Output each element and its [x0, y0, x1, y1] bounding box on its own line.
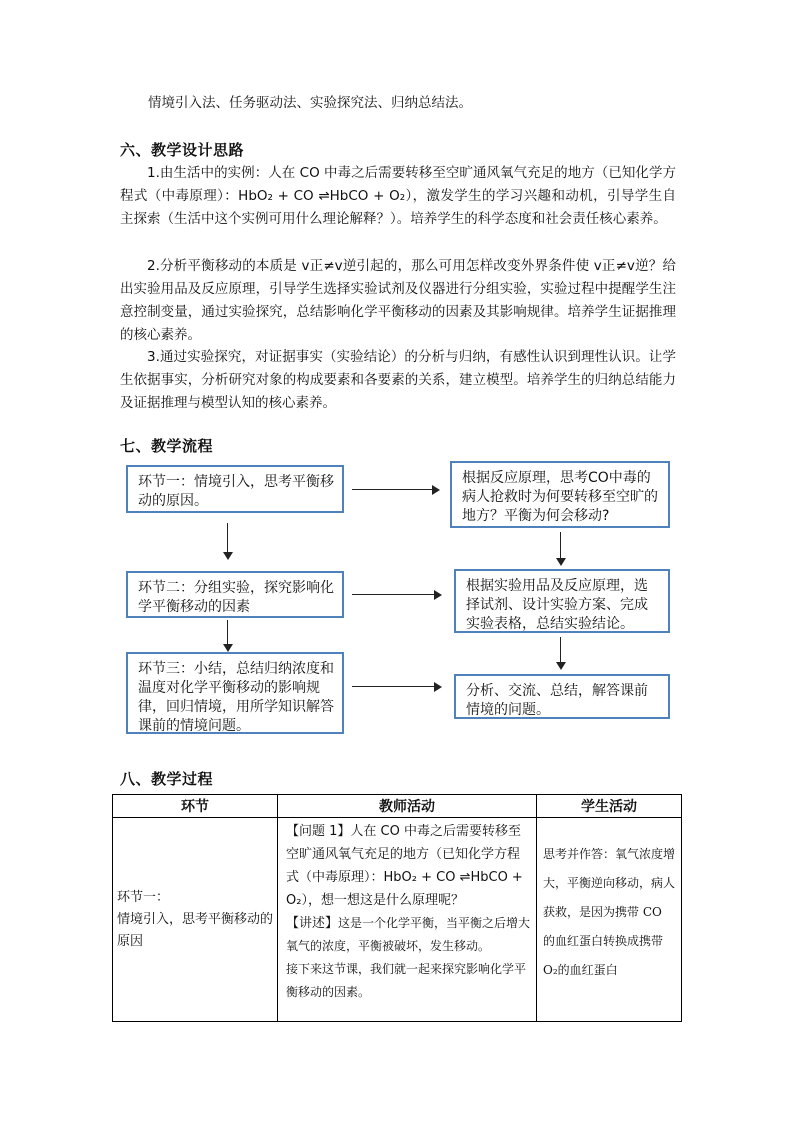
question-1 — [286, 820, 532, 912]
arrow-right-3 — [352, 686, 440, 687]
arrow-right-1 — [352, 489, 438, 490]
arrow-right-2 — [352, 594, 440, 595]
table-header-row — [113, 795, 682, 818]
flow-question-box — [450, 461, 670, 528]
header-student-activity: 学生活动 — [537, 795, 682, 818]
section7-heading: 七、教学流程 — [120, 437, 214, 455]
arrow-down-2 — [227, 620, 228, 650]
teaching-process-table — [112, 794, 682, 1022]
section6-heading: 六、教学设计思路 — [120, 141, 245, 159]
flow-question-text: 根据反应原理，思考CO中毒的病人抢救时为何要转移至空旷的地方？平衡为何会移动? — [462, 470, 658, 524]
header-teacher-activity: 教师活动 — [278, 795, 537, 818]
narration-text: 这是一个化学平衡，当平衡之后增大氧气的浓度，平衡被破坏，发生移动。 — [286, 916, 531, 953]
question-1-text: 人在 CO 中毒之后需要转移至空旷通风氧气充足的地方（已知化学方程式（中毒原理）：HbO₂ + CO ⇌HbCO + O₂），想一想这是什么原理呢？ — [286, 824, 523, 908]
flow-summary-box — [454, 674, 670, 719]
transition-text: 接下来这节课，我们就一起来探究影响化学平衡移动的因素。 — [286, 962, 527, 999]
section6-paragraph-1: 1.由生活中的实例：人在 CO 中毒之后需要转移至空旷通风氧气充足的地方（已知化学方程式（中毒原理）：HbO₂ + CO ⇌HbCO + O₂），激发学生的学习兴趣和动机，引导学生自主探索（生活中这个实例可用什么理论解释？）。培养学生的科学态度和社会责任核心素养。 — [120, 165, 676, 227]
flow-stage-2-box — [126, 571, 344, 618]
table-row — [113, 818, 682, 1022]
section6-paragraph-2: 2.分析平衡移动的本质是 v正≠v逆引起的，那么可用怎样改变外界条件使 v正≠v逆？给出实验用品及反应原理，引导学生选择实验试剂及仪器进行分组实验，实验过程中提醒学生注意控制变量，通过实验探究，总结影响化学平衡移动的因素及其影响规律。培养学生证据推理的核心素养。 — [120, 258, 676, 343]
flow-stage-2-text: 环节二：分组实验，探究影响化学平衡移动的因素 — [138, 580, 334, 615]
flow-stage-3-box — [126, 652, 344, 734]
arrow-down-1 — [227, 523, 228, 558]
flow-stage-1-box — [126, 465, 344, 513]
header-stage: 环节 — [113, 795, 278, 818]
teacher-narration — [286, 912, 532, 958]
section8-heading: 八、教学过程 — [120, 770, 214, 788]
flow-experiment-box — [454, 569, 670, 633]
stage-line-2: 情境引入，思考平衡移动的原因 — [117, 911, 274, 949]
teaching-methods-line: 情境引入法、任务驱动法、实验探究法、归纳总结法。 — [148, 95, 472, 111]
stage-cell — [113, 818, 278, 1022]
section6-paragraph-3: 3.通过实验探究，对证据事实（实验结论）的分析与归纳，有感性认识到理性认识。让学生依据事实，分析研究对象的构成要素和各要素的关系，建立模型。培养学生的归纳总结能力及证据推理与模型认知的核心素养。 — [120, 349, 676, 411]
narration-tag: 【讲述】 — [286, 916, 339, 931]
flow-stage-1-text: 环节一：情境引入，思考平衡移动的原因。 — [138, 474, 334, 509]
arrow-down-3 — [560, 532, 561, 564]
teacher-activity-cell — [278, 818, 537, 1022]
flow-stage-3-text: 环节三：小结，总结归纳浓度和温度对化学平衡移动的影响规律，回归情境，用所学知识解答课前的情境问题。 — [138, 661, 334, 734]
question-1-tag: 【问题 1】 — [286, 824, 351, 839]
student-activity-cell: 思考并作答：氧气浓度增大，平衡逆向移动，病人获救，是因为携带 CO 的血红蛋白转换成携带 O₂的血红蛋白 — [537, 818, 682, 1022]
arrow-down-4 — [560, 637, 561, 668]
flow-experiment-text: 根据实验用品及反应原理，选择试剂、设计实验方案、完成实验表格，总结实验结论。 — [466, 578, 648, 632]
flow-summary-text: 分析、交流、总结，解答课前情境的问题。 — [466, 683, 648, 718]
stage-line-1: 环节一： — [117, 889, 170, 905]
